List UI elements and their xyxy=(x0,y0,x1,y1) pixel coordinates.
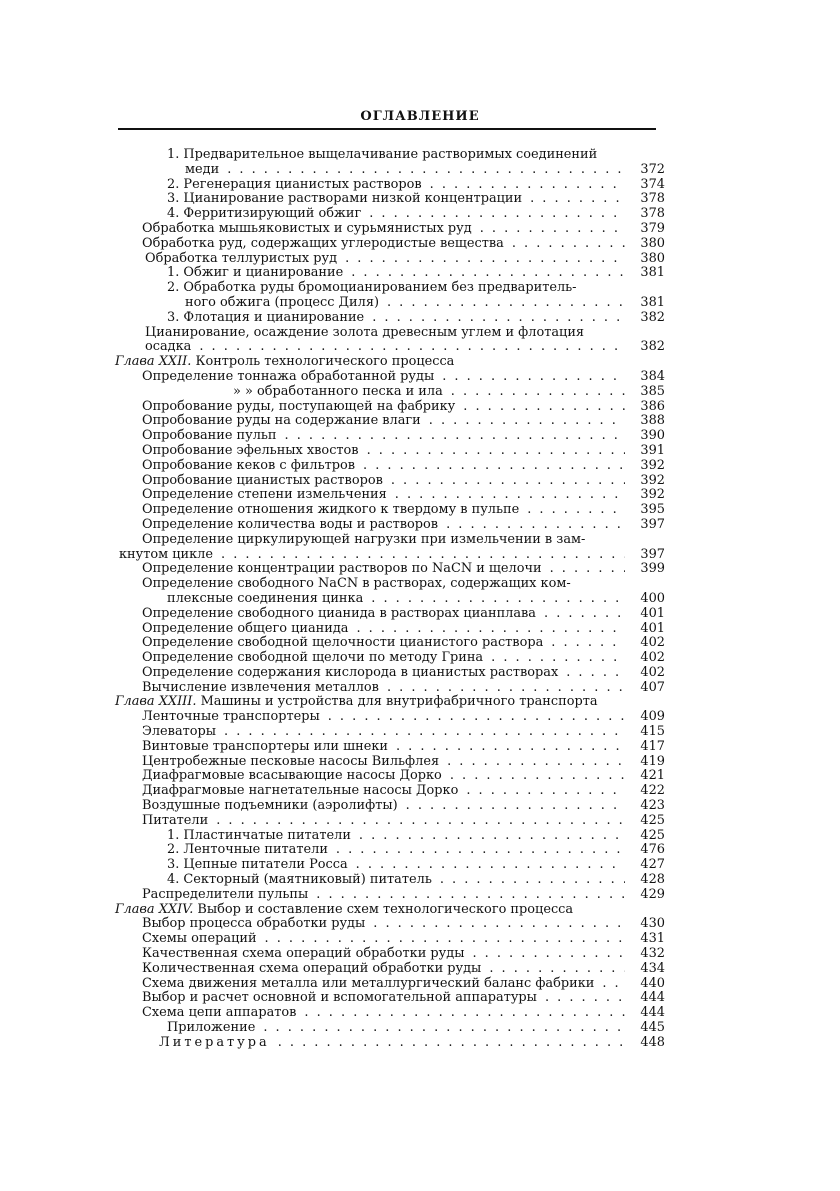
toc-page-number: 391 xyxy=(640,442,665,458)
toc-page-number: 444 xyxy=(640,1005,665,1021)
toc-entry-text xyxy=(142,622,348,637)
toc-entry-text xyxy=(167,192,522,207)
toc-entry xyxy=(115,888,665,903)
toc-entry xyxy=(115,548,665,563)
toc-entry-text xyxy=(142,947,464,962)
toc-entry-text xyxy=(142,769,442,784)
toc-page-number: 448 xyxy=(640,1034,665,1050)
toc-entry-title: Качественная схема операций обработки руды xyxy=(142,946,465,962)
dot-leader xyxy=(328,710,625,725)
toc-page-number: 399 xyxy=(640,561,665,577)
toc-entry xyxy=(115,755,665,770)
toc-entry-text xyxy=(167,178,422,193)
toc-entry-text xyxy=(145,326,584,341)
chapter-label: Глава XXIV. xyxy=(115,901,194,917)
toc-entry xyxy=(115,932,665,947)
toc-entry xyxy=(115,1036,665,1051)
toc-entry-title: Определение степени измельчения xyxy=(142,487,387,503)
toc-entry xyxy=(115,429,665,444)
toc-entry xyxy=(115,311,665,326)
toc-entry-title: Количественная схема операций обработки руды xyxy=(142,960,482,976)
toc-entry-title: Центробежные песковые насосы Вильфлея xyxy=(142,753,440,769)
toc-entry-title: осадка xyxy=(145,339,192,355)
toc-entry-title: Приложение xyxy=(167,1020,256,1036)
toc-entry-title: Обработка руд, содержащих углеродистые вещества xyxy=(142,235,504,251)
dot-leader xyxy=(551,636,625,651)
dot-leader xyxy=(199,340,625,355)
toc-entry-text xyxy=(142,991,537,1006)
toc-page-number: 425 xyxy=(640,812,665,828)
dot-leader xyxy=(395,488,625,503)
toc-entry-text xyxy=(185,163,219,178)
dot-leader xyxy=(530,192,625,207)
toc-entry-title: Элеваторы xyxy=(142,724,217,740)
toc-entry-text xyxy=(142,681,379,696)
toc-entry-title: 1. Обжиг и цианирование xyxy=(167,265,344,281)
toc-entry-title: Питатели xyxy=(142,812,209,828)
dot-leader xyxy=(285,429,625,444)
toc-entry-title: Литература xyxy=(159,1034,270,1050)
toc-entry xyxy=(115,414,665,429)
toc-entry-title: Выбор процесса обработки руды xyxy=(142,916,366,932)
toc-entry xyxy=(115,622,665,637)
toc-entry-title: Контроль технологического процесса xyxy=(195,354,455,370)
dot-leader xyxy=(371,592,625,607)
toc-entry xyxy=(115,725,665,740)
toc-entry-title: 3. Цепные питатели Росса xyxy=(167,857,348,873)
toc-entry-text xyxy=(142,799,398,814)
toc-entry xyxy=(115,858,665,873)
toc-entry xyxy=(115,577,665,592)
toc-page-number: 409 xyxy=(640,709,665,725)
toc-entry-text xyxy=(142,577,571,592)
toc-entry xyxy=(115,784,665,799)
toc-page-number: 423 xyxy=(640,798,665,814)
toc-entry-title: Обработка теллуристых руд xyxy=(145,250,338,266)
dot-leader xyxy=(466,784,625,799)
toc-entry xyxy=(115,488,665,503)
toc-entry xyxy=(115,710,665,725)
dot-leader xyxy=(336,843,625,858)
toc-page-number: 476 xyxy=(640,842,665,858)
toc-entry-title: Определение количества воды и растворов xyxy=(142,516,439,532)
toc-entry-title: Опробование эфельных хвостов xyxy=(142,442,359,458)
toc-entry xyxy=(115,977,665,992)
toc-entry-text xyxy=(142,917,365,932)
toc-entry-title: 1. Пластинчатые питатели xyxy=(167,827,351,843)
toc-page-number: 428 xyxy=(640,872,665,888)
dot-leader xyxy=(345,252,625,267)
toc-entry-text xyxy=(167,148,597,163)
toc-entry-title: Определение тоннажа обработанной руды xyxy=(142,368,435,384)
toc-entry-title: Ленточные транспортеры xyxy=(142,709,320,725)
chapter-label: Глава XXIII. xyxy=(115,694,197,710)
toc-entry-text xyxy=(142,414,421,429)
chapter-label: Глава XXII. xyxy=(115,354,192,370)
toc-entry-text xyxy=(142,814,208,829)
toc-entry-text xyxy=(142,962,481,977)
toc-entry-title: 3. Флотация и цианирование xyxy=(167,309,365,325)
dot-leader xyxy=(372,311,625,326)
toc-entry xyxy=(115,296,665,311)
toc-page-number: 431 xyxy=(640,931,665,947)
dot-leader xyxy=(224,725,625,740)
dot-leader xyxy=(316,888,625,903)
toc-page-number: 445 xyxy=(640,1020,665,1036)
dot-leader xyxy=(544,607,625,622)
dot-leader xyxy=(227,163,625,178)
toc-entry xyxy=(115,459,665,474)
dot-leader xyxy=(387,681,625,696)
toc-entry-text xyxy=(167,592,363,607)
dot-leader xyxy=(450,769,625,784)
toc-entry xyxy=(115,829,665,844)
toc-entry-title: Определение содержания кислорода в цианистых растворах xyxy=(142,664,559,680)
toc-page-number: 388 xyxy=(640,413,665,429)
dot-leader xyxy=(356,858,625,873)
toc-page-number: 402 xyxy=(640,635,665,651)
toc-page-number: 392 xyxy=(640,472,665,488)
toc-page-number: 390 xyxy=(640,428,665,444)
toc-page-number: 432 xyxy=(640,946,665,962)
toc-entry-text xyxy=(142,400,455,415)
dot-leader xyxy=(451,385,625,400)
toc-entry-title: Опробование цианистых растворов xyxy=(142,472,383,488)
toc-entry-text xyxy=(142,562,542,577)
toc-entry xyxy=(115,148,665,163)
toc-entry-text xyxy=(142,710,320,725)
toc-entry xyxy=(115,917,665,932)
toc-entry-text xyxy=(167,858,348,873)
toc-chapter-heading xyxy=(115,903,665,918)
toc-entry-text xyxy=(167,281,577,296)
dot-leader xyxy=(356,622,625,637)
toc-entry-text xyxy=(119,548,213,563)
toc-entry-text xyxy=(145,252,337,267)
toc-entry-title: Опробование кеков с фильтров xyxy=(142,457,356,473)
toc-entry-text xyxy=(115,355,454,370)
toc-entry-title: Определение циркулирующей нагрузки при измельчении в зам- xyxy=(142,531,586,547)
dot-leader xyxy=(429,414,625,429)
toc-entry-title: Опробование пульп xyxy=(142,428,277,444)
toc-entry-text xyxy=(142,503,519,518)
dot-leader xyxy=(480,222,625,237)
toc-entry xyxy=(115,991,665,1006)
toc-page-number: 381 xyxy=(640,294,665,310)
toc-page-number: 397 xyxy=(640,516,665,532)
toc-entry-title: Вычисление извлечения металлов xyxy=(142,679,379,695)
toc-entry xyxy=(115,962,665,977)
toc-entry-title: меди xyxy=(185,161,220,177)
toc-page-number: 429 xyxy=(640,886,665,902)
dot-leader xyxy=(512,237,625,252)
toc-page-number: 401 xyxy=(640,620,665,636)
toc-page-number: 385 xyxy=(640,383,665,399)
toc-entry-text xyxy=(167,829,351,844)
toc-entry-title: 1. Предварительное выщелачивание растворимых соединений xyxy=(167,147,598,162)
toc-page-number: 378 xyxy=(640,206,665,222)
dot-leader xyxy=(545,991,625,1006)
toc-entry-title: Опробование руды, поступающей на фабрику xyxy=(142,398,456,414)
toc-entry xyxy=(115,681,665,696)
toc-entry xyxy=(115,1006,665,1021)
toc-entry-title: Цианирование, осаждение золота древесным углем и флотация xyxy=(145,324,585,340)
dot-leader xyxy=(363,459,625,474)
toc-entry-text xyxy=(142,459,355,474)
toc-entry-title: Определение свободного цианида в растворах цианплава xyxy=(142,605,536,621)
toc-entry xyxy=(115,207,665,222)
toc-entry xyxy=(115,281,665,296)
toc-entry-text xyxy=(142,740,388,755)
dot-leader xyxy=(566,666,625,681)
toc-entry xyxy=(115,666,665,681)
toc-entry xyxy=(115,947,665,962)
toc-page-number: 382 xyxy=(640,339,665,355)
dot-leader xyxy=(406,799,625,814)
dot-leader xyxy=(221,548,625,563)
dot-leader xyxy=(351,266,625,281)
dot-leader xyxy=(463,400,625,415)
toc-page-number: 397 xyxy=(640,546,665,562)
toc-page-number: 374 xyxy=(640,176,665,192)
dot-leader xyxy=(396,740,625,755)
toc-page-number: 395 xyxy=(640,502,665,518)
page-title: ОГЛАВЛЕНИЕ xyxy=(360,109,480,124)
toc-entry-text xyxy=(142,222,472,237)
toc-entry-title: Распределители пульпы xyxy=(142,886,309,902)
toc-entry-text xyxy=(142,518,438,533)
toc-page-number: 425 xyxy=(640,827,665,843)
toc-entry xyxy=(115,814,665,829)
toc-entry-text xyxy=(142,784,458,799)
toc-entry xyxy=(115,192,665,207)
toc-entry-title: Выбор и составление схем технологического процесса xyxy=(197,901,574,917)
toc-entry-title: Определение общего цианида xyxy=(142,620,349,636)
dot-leader xyxy=(550,562,625,577)
toc-entry-title: Диафрагмовые всасывающие насосы Дорко xyxy=(142,768,442,784)
toc-entry-title: ного обжига (процесс Диля) xyxy=(185,294,379,310)
toc-entry xyxy=(115,1021,665,1036)
toc-entry-title: 2. Регенерация цианистых растворов xyxy=(167,176,422,192)
toc-page-number: 372 xyxy=(640,161,665,177)
toc-entry-text xyxy=(142,651,483,666)
toc-entry xyxy=(115,400,665,415)
toc-entry xyxy=(115,178,665,193)
toc-page-number: 417 xyxy=(640,738,665,754)
toc-page-number: 427 xyxy=(640,857,665,873)
toc-entry-title: Определение концентрации растворов по NaCN и щелочи xyxy=(142,561,542,577)
dot-leader xyxy=(391,474,625,489)
toc-entry-title: Выбор и расчет основной и вспомогательной аппаратуры xyxy=(142,990,537,1006)
toc-entry-text xyxy=(142,607,536,622)
dot-leader xyxy=(440,873,625,888)
toc-page-number: 440 xyxy=(640,975,665,991)
toc-page-number: 392 xyxy=(640,457,665,473)
toc-entry-text xyxy=(167,843,328,858)
toc-entry-text xyxy=(167,311,364,326)
toc-entry-title: Обработка мышьяковистых и сурьмянистых руд xyxy=(142,220,472,236)
dot-leader xyxy=(491,651,625,666)
toc-entry-text xyxy=(142,237,504,252)
toc-page-number: 384 xyxy=(640,368,665,384)
toc-entry-text xyxy=(142,932,257,947)
toc-page-number: 381 xyxy=(640,265,665,281)
toc-entry xyxy=(115,503,665,518)
toc-page-number: 379 xyxy=(640,220,665,236)
toc-entry xyxy=(115,533,665,548)
dot-leader xyxy=(304,1006,625,1021)
toc-entry xyxy=(115,651,665,666)
toc-entry xyxy=(115,607,665,622)
toc-page-number: 401 xyxy=(640,605,665,621)
toc-entry-title: Опробование руды на содержание влаги xyxy=(142,413,421,429)
toc-entry-title: 2. Обработка руды бромоцианированием без предваритель- xyxy=(167,280,577,296)
toc-entry-text xyxy=(142,533,585,548)
toc-entry-text xyxy=(233,385,443,400)
toc-entry-text xyxy=(167,266,343,281)
toc-entry-text xyxy=(167,1021,255,1036)
dot-leader xyxy=(373,917,625,932)
dot-leader xyxy=(447,755,625,770)
toc-entry xyxy=(115,740,665,755)
toc-page-number: 434 xyxy=(640,960,665,976)
toc-entry-text xyxy=(185,296,379,311)
toc-entry xyxy=(115,266,665,281)
toc-entry-text xyxy=(142,977,594,992)
toc-entry-title: Схема цепи аппаратов xyxy=(142,1005,297,1021)
toc-chapter-heading xyxy=(115,355,665,370)
dot-leader xyxy=(602,977,625,992)
toc-entry-text xyxy=(142,1006,296,1021)
toc-entry-title: Диафрагмовые нагнетательные насосы Дорко xyxy=(142,783,459,799)
toc-entry-text xyxy=(142,488,387,503)
toc-page-number: 407 xyxy=(640,679,665,695)
toc-entry-title: кнутом цикле xyxy=(119,546,214,562)
toc-page-number: 380 xyxy=(640,250,665,266)
toc-entry-text xyxy=(142,636,543,651)
toc-entry xyxy=(115,562,665,577)
table-of-contents xyxy=(115,148,665,1051)
dot-leader xyxy=(359,829,625,844)
toc-entry-text xyxy=(142,666,558,681)
toc-entry-text xyxy=(142,888,308,903)
toc-page-number: 430 xyxy=(640,916,665,932)
dot-leader xyxy=(446,518,625,533)
toc-entry-title: » » обработанного песка и ила xyxy=(233,383,443,399)
toc-page-number: 392 xyxy=(640,487,665,503)
dot-leader xyxy=(369,207,625,222)
dot-leader xyxy=(430,178,625,193)
toc-entry-title: Схемы операций xyxy=(142,931,257,947)
toc-entry xyxy=(115,326,665,341)
toc-page-number: 380 xyxy=(640,235,665,251)
toc-entry-text xyxy=(142,444,359,459)
toc-entry xyxy=(115,636,665,651)
toc-page-number: 402 xyxy=(640,650,665,666)
toc-entry xyxy=(115,370,665,385)
toc-entry-text xyxy=(142,429,277,444)
toc-page-number: 422 xyxy=(640,783,665,799)
dot-leader xyxy=(216,814,625,829)
toc-page-number: 415 xyxy=(640,724,665,740)
toc-entry-title: Воздушные подъемники (аэролифты) xyxy=(142,798,398,814)
toc-entry xyxy=(115,340,665,355)
toc-page-number: 421 xyxy=(640,768,665,784)
toc-entry-title: Определение свободного NaCN в растворах, содержащих ком- xyxy=(142,576,571,592)
header-rule xyxy=(118,128,656,130)
dot-leader xyxy=(527,503,625,518)
toc-entry-text xyxy=(142,755,439,770)
toc-entry xyxy=(115,385,665,400)
toc-chapter-heading xyxy=(115,695,665,710)
toc-page-number: 382 xyxy=(640,309,665,325)
dot-leader xyxy=(472,947,625,962)
dot-leader xyxy=(489,962,625,977)
dot-leader xyxy=(367,444,625,459)
toc-entry-text xyxy=(115,695,598,710)
toc-entry-text xyxy=(167,207,361,222)
toc-entry xyxy=(115,799,665,814)
dot-leader xyxy=(263,1021,625,1036)
toc-page-number: 400 xyxy=(640,590,665,606)
toc-entry-text xyxy=(145,340,191,355)
toc-entry-title: Схема движения металла или металлургический баланс фабрики xyxy=(142,975,595,991)
toc-entry xyxy=(115,843,665,858)
toc-entry xyxy=(115,873,665,888)
dot-leader xyxy=(442,370,625,385)
toc-entry-title: Машины и устройства для внутрифабричного транспорта xyxy=(200,694,598,710)
toc-page-number: 378 xyxy=(640,191,665,207)
toc-entry xyxy=(115,222,665,237)
toc-entry-text xyxy=(142,370,434,385)
toc-entry-text xyxy=(142,474,383,489)
toc-entry-title: Определение отношения жидкого к твердому в пульпе xyxy=(142,502,520,518)
toc-entry-text xyxy=(167,873,432,888)
toc-page-number: 444 xyxy=(640,990,665,1006)
toc-entry-title: 4. Ферритизирующий обжиг xyxy=(167,206,362,222)
toc-page-number: 402 xyxy=(640,664,665,680)
toc-entry xyxy=(115,769,665,784)
toc-entry xyxy=(115,444,665,459)
toc-entry-text xyxy=(142,725,216,740)
toc-entry xyxy=(115,474,665,489)
toc-entry-title: Определение свободной щелочи по методу Грина xyxy=(142,650,484,666)
toc-entry xyxy=(115,237,665,252)
toc-page-number: 386 xyxy=(640,398,665,414)
dot-leader xyxy=(278,1036,625,1051)
toc-entry-title: 3. Цианирование растворами низкой концентрации xyxy=(167,191,523,207)
toc-entry-title: Определение свободной щелочности цианистого раствора xyxy=(142,635,544,651)
toc-entry-text xyxy=(115,903,573,918)
toc-entry-text xyxy=(159,1036,270,1051)
toc-entry xyxy=(115,518,665,533)
toc-entry xyxy=(115,252,665,267)
toc-entry-title: плексные соединения цинка xyxy=(167,590,364,606)
toc-entry xyxy=(115,592,665,607)
toc-entry-title: 2. Ленточные питатели xyxy=(167,842,328,858)
toc-page-number: 419 xyxy=(640,753,665,769)
dot-leader xyxy=(265,932,625,947)
toc-entry-title: Винтовые транспортеры или шнеки xyxy=(142,738,388,754)
dot-leader xyxy=(387,296,625,311)
toc-entry-title: 4. Секторный (маятниковый) питатель xyxy=(167,872,432,888)
toc-entry xyxy=(115,163,665,178)
